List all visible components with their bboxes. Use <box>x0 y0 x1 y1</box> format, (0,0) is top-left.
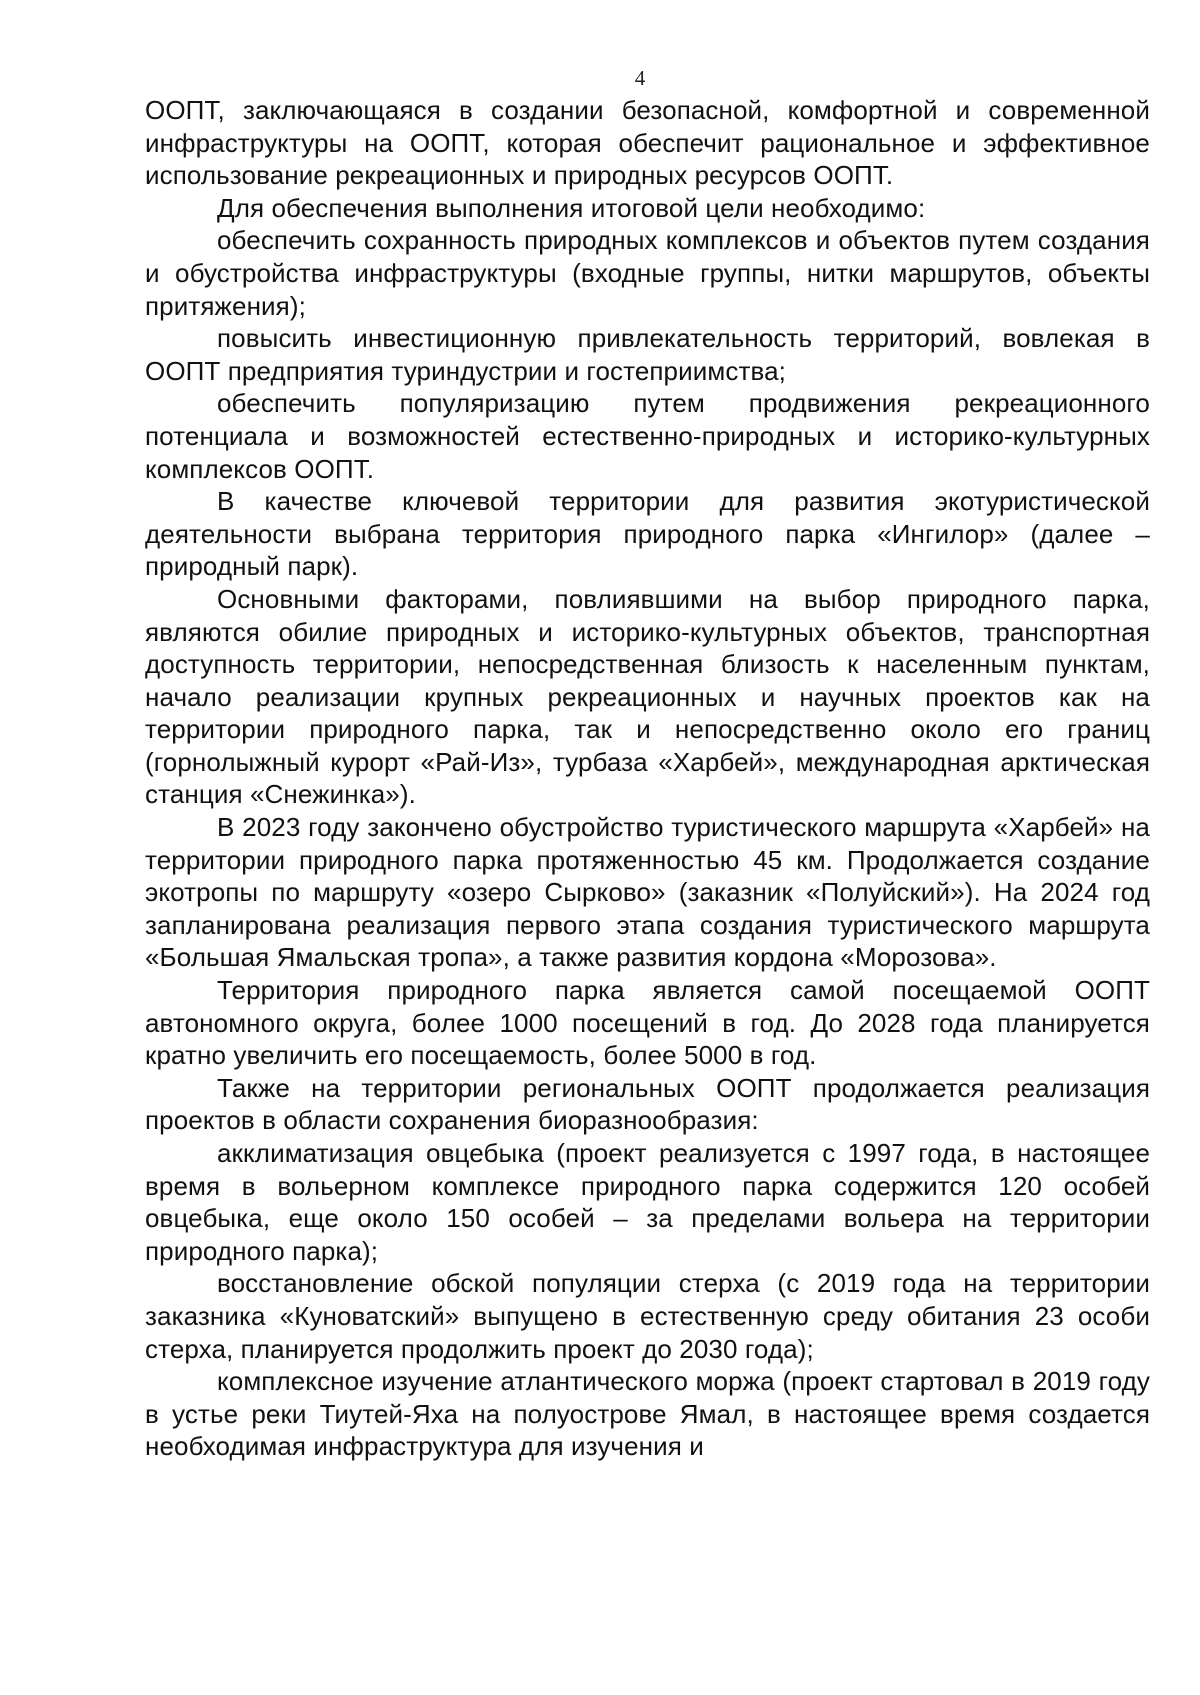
paragraph-biodiversity-intro: Также на территории региональных ООПТ продолжается реализация проектов в области сохранения биоразнообразия: <box>145 1072 1150 1136</box>
page-number: 4 <box>634 66 646 90</box>
document-body <box>145 94 1150 1463</box>
paragraph-goal-continuation: ООПТ, заключающаяся в создании безопасной, комфортной и современной инфраструктуры на ООПТ, которая обеспечит рациональное и эффективное использование рекреационных и природных ресурсов ООПТ. <box>145 95 1150 191</box>
paragraph-task-popularization: обеспечить популяризацию путем продвижения рекреационного потенциала и возможностей естественно-природных и историко-культурных комплексов ООПТ. <box>145 388 1150 484</box>
paragraph-task-investment: повысить инвестиционную привлекательность территорий, вовлекая в ООПТ предприятия туриндустрии и гостеприимства; <box>145 323 1150 386</box>
paragraph-walrus: комплексное изучение атлантического моржа (проект стартовал в 2019 году в устье реки Тиутей-Яха на полуострове Ямал, в настоящее время создается необходимая инфраструктура для изучения и <box>145 1366 1150 1462</box>
paragraph-tasks-intro: Для обеспечения выполнения итоговой цели необходимо: <box>217 192 926 223</box>
paragraph-muskox: акклиматизация овцебыка (проект реализуется с 1997 года, в настоящее время в вольерном комплексе природного парка содержится 120 особей овцебыка, еще около 150 особей – за пределами вольера на территории природного парка); <box>145 1138 1150 1266</box>
paragraph-visits: Территория природного парка является самой посещаемой ООПТ автономного округа, более 1000 посещений в год. До 2028 года планируется кратно увеличить его посещаемость, более 5000 в год. <box>145 975 1150 1071</box>
paragraph-key-territory: В качестве ключевой территории для развития экотуристической деятельности выбрана территория природного парка «Ингилор» (далее – природный парк). <box>145 486 1150 582</box>
paragraph-task-preservation: обеспечить сохранность природных комплексов и объектов путем создания и обустройства инфраструктуры (входные группы, нитки маршрутов, объекты притяжения); <box>145 225 1150 321</box>
paragraph-selection-factors: Основными факторами, повлиявшими на выбор природного парка, являются обилие природных и историко-культурных объектов, транспортная доступность территории, непосредственная близость к населенным пунктам, начало реализации крупных рекреационных и научных проектов как на территории природного парка, так и непосредственно около его границ (горнолыжный курорт «Рай-Из», турбаза «Харбей», международная арктическая станция «Снежинка»). <box>145 583 1150 810</box>
paragraph-routes-2023: В 2023 году закончено обустройство туристического маршрута «Харбей» на территории природного парка протяженностью 45 км. Продолжается создание экотропы по маршруту «озеро Сырково» (заказник «Полуйский»). На 2024 год запланирована реализация первого этапа создания туристического маршрута «Большая Ямальская тропа», а также развития кордона «Морозова». <box>145 812 1150 973</box>
paragraph-siberian-crane: восстановление обской популяции стерха (с 2019 года на территории заказника «Куноватский» выпущено в естественную среду обитания 23 особи стерха, планируется продолжить проект до 2030 года); <box>145 1268 1150 1364</box>
